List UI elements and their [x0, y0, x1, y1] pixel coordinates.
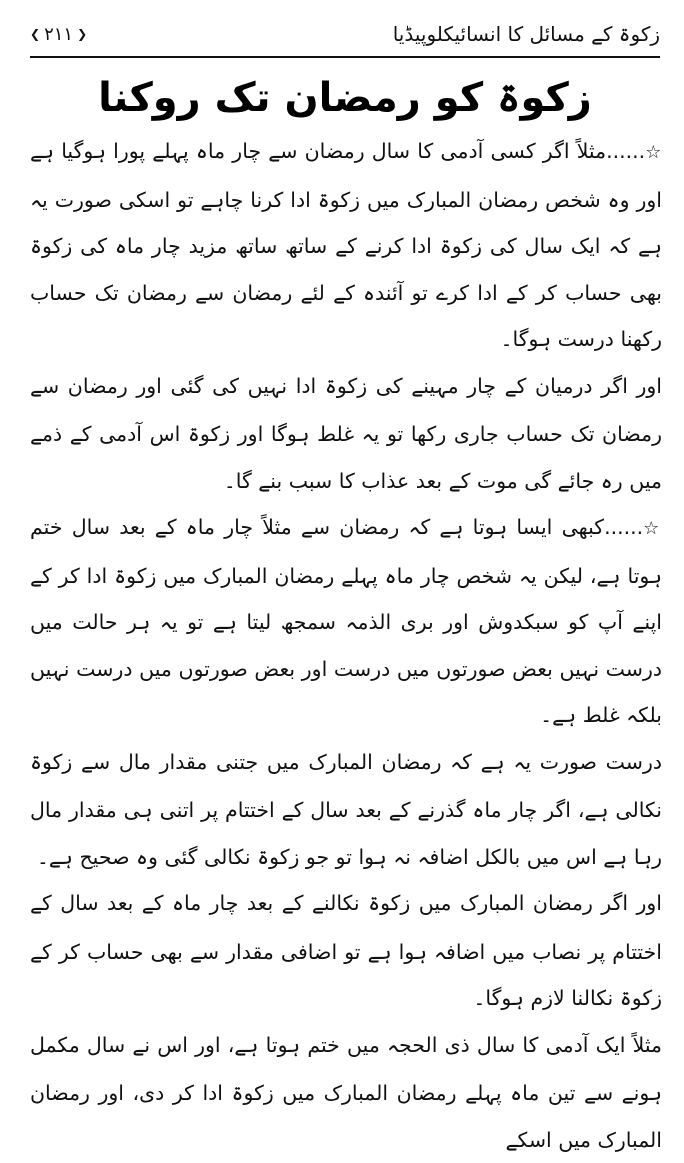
- paragraph-text: ......مثلاً اگر کسی آدمی کا سال رمضان سے چار ماہ پہلے پورا ہوگیا ہے اور وہ شخص رمضان المبارک میں زکوۃ ادا کرنا چاہے تو اسکی صورت یہ ہے کہ ایک سال کی زکوۃ ادا کرنے کے ساتھ ساتھ مزید چار ماہ کی زکوۃ بھی حساب کر کے ادا کرے تو آئندہ کے لئے رمضان سے رمضان تک حساب رکھنا درست ہوگا۔: [30, 139, 662, 351]
- paragraph-text: مثلاً ایک آدمی کا سال ذی الحجہ میں ختم ہوتا ہے، اور اس نے سال مکمل ہونے سے تین ماہ پہلے رمضان المبارک میں زکوۃ ادا کر دی، اور رمضان المبارک میں اسکے: [30, 1033, 662, 1152]
- body-text: [30, 128, 662, 1140]
- paragraph: [30, 880, 662, 1022]
- chapter-title: زکوۃ کو رمضان تک روکنا: [30, 66, 660, 130]
- paragraph-text: درست صورت یہ ہے کہ رمضان المبارک میں جتنی مقدار مال سے زکوۃ نکالی ہے، اگر چار ماہ گذرنے کے بعد سال کے اختتام پر اتنی ہی مقدار مال رہا ہے اس میں بالکل اضافہ نہ ہوا تو جو زکوۃ نکالی گئی وہ صحیح ہے۔: [30, 750, 662, 869]
- paragraph: [30, 1022, 662, 1163]
- ornament-right-icon: ❯: [77, 28, 87, 40]
- page-header: [30, 14, 660, 54]
- star-icon: ☆: [645, 142, 662, 163]
- paragraph-text: ......کبھی ایسا ہوتا ہے کہ رمضان سے مثلاً چار ماہ کے بعد سال ختم ہوتا ہے، لیکن یہ شخص چار ماہ پہلے رمضان المبارک میں زکوۃ ادا کر کے اپنے آپ کو سبکدوش اور بری الذمہ سمجھ لیتا ہے تو یہ ہر حالت میں درست نہیں بعض صورتوں میں درست اور بعض صورتوں میں درست نہیں بلکہ غلط ہے۔: [30, 515, 662, 727]
- page-number: ۲۱۱: [44, 24, 73, 45]
- header-rule: [30, 56, 660, 58]
- paragraph: [30, 128, 662, 363]
- page-number-box: [30, 24, 87, 45]
- paragraph: [30, 363, 662, 505]
- paragraph: [30, 504, 662, 739]
- ornament-left-icon: ❮: [30, 28, 40, 40]
- paragraph: [30, 739, 662, 881]
- star-icon: ☆: [643, 518, 662, 539]
- paragraph-text: اور اگر رمضان المبارک میں زکوۃ نکالنے کے بعد چار ماہ کے بعد سال کے اختتام پر نصاب میں اضافہ ہوا ہے تو اضافی مقدار سے بھی حساب کر کے زکوۃ نکالنا لازم ہوگا۔: [30, 891, 662, 1010]
- paragraph-text: اور اگر درمیان کے چار مہینے کی زکوۃ ادا نہیں کی گئی اور رمضان سے رمضان تک حساب جاری رکھا تو یہ غلط ہوگا اور زکوۃ اس آدمی کے ذمے میں رہ جائے گی موت کے بعد عذاب کا سبب بنے گا۔: [30, 374, 662, 493]
- running-title: زکوۃ کے مسائل کا انسائیکلوپیڈیا: [393, 22, 660, 46]
